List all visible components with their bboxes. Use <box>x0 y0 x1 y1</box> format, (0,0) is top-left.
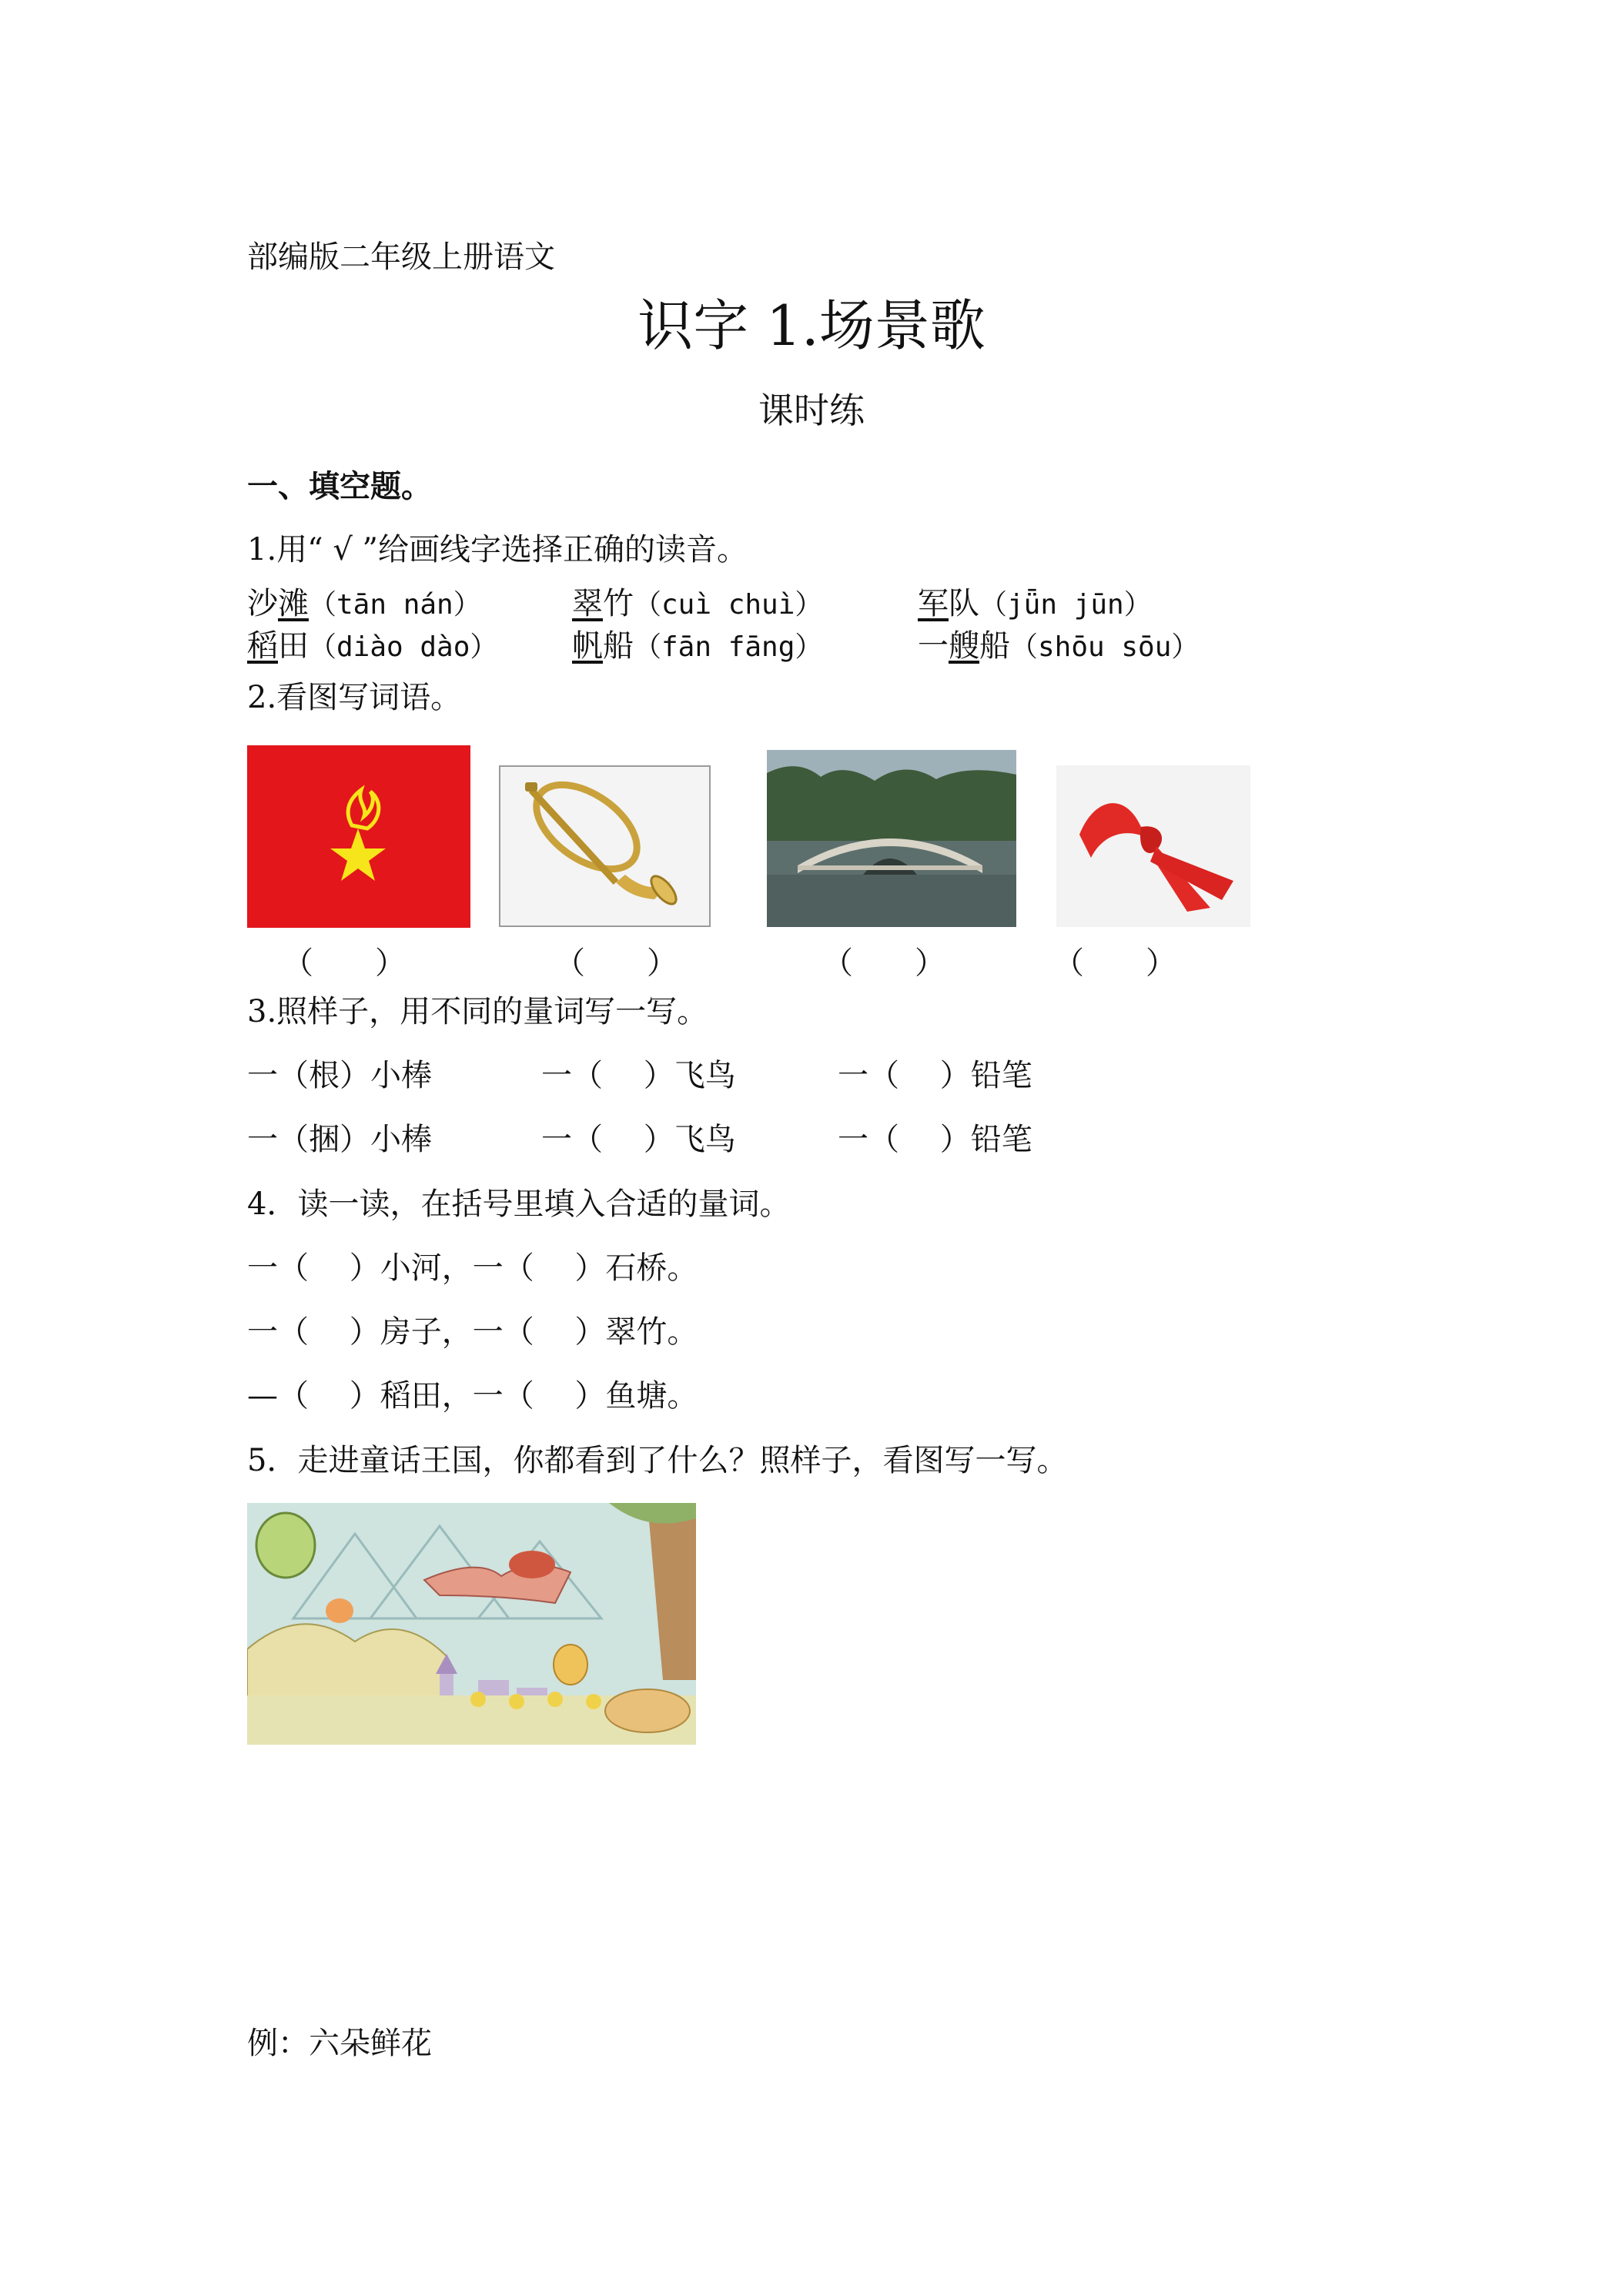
q4-line: —（ ）稻田，一（ ）鱼塘。 <box>247 1378 698 1414</box>
bugle-image <box>499 765 711 927</box>
fairy-tale-scene-image <box>247 1503 696 1745</box>
section-heading: 一、填空题。 <box>247 468 432 504</box>
page-title: 识字 1.场景歌 <box>637 293 986 358</box>
measure-word-item: 一（ ）铅笔 <box>838 1058 1032 1093</box>
q1-item: 稻田（diào dào） <box>247 628 498 664</box>
pinyin-options: （fān fāng） <box>634 631 823 663</box>
q2-prompt: 2.看图写词语。 <box>247 680 462 715</box>
measure-word-item: 一（捆）小棒 <box>247 1122 432 1157</box>
q3-prompt: 3.照样子，用不同的量词写一写。 <box>247 994 708 1029</box>
measure-word-item: 一（ ）飞鸟 <box>541 1122 736 1157</box>
q1-prompt: 1.用“ √ ”给画线字选择正确的读音。 <box>247 532 748 567</box>
document-top-label: 部编版二年级上册语文 <box>247 239 555 275</box>
q5-example: 例：六朵鲜花 <box>247 2026 432 2061</box>
q1-item: 沙滩（tān nán） <box>247 586 481 621</box>
answer-blank[interactable]: （ ） <box>283 946 406 981</box>
pinyin-options: （tān nán） <box>309 589 481 621</box>
pinyin-options: （diào dào） <box>309 631 498 663</box>
q4-prompt: 4．读一读，在括号里填入合适的量词。 <box>247 1186 791 1222</box>
page-subtitle: 课时练 <box>758 390 865 431</box>
pinyin-options: （jǖn jūn） <box>979 589 1152 621</box>
q1-item: 帆船（fān fāng） <box>572 628 823 664</box>
q1-item: 一艘船（shōu sōu） <box>918 628 1200 664</box>
pinyin-options: （cuì chuì） <box>634 589 823 621</box>
q5-prompt: 5．走进童话王国，你都看到了什么？照样子，看图写一写。 <box>247 1443 1068 1478</box>
measure-word-item: 一（根）小棒 <box>247 1058 432 1093</box>
answer-blank[interactable]: （ ） <box>822 946 945 981</box>
q4-line: 一（ ）房子，一（ ）翠竹。 <box>247 1314 698 1350</box>
answer-blank[interactable]: （ ） <box>1053 946 1176 981</box>
q4-line: 一（ ）小河，一（ ）石桥。 <box>247 1250 698 1286</box>
q1-item: 军队（jǖn jūn） <box>918 586 1152 621</box>
q1-item: 翠竹（cuì chuì） <box>572 586 823 621</box>
measure-word-item: 一（ ）飞鸟 <box>541 1058 736 1093</box>
red-scarf-image <box>1056 765 1250 927</box>
stone-bridge-image <box>767 750 1016 927</box>
pinyin-options: （shōu sōu） <box>1010 631 1200 663</box>
pioneer-flag-image <box>247 745 470 928</box>
answer-blank[interactable]: （ ） <box>554 946 678 981</box>
measure-word-item: 一（ ）铅笔 <box>838 1122 1032 1157</box>
